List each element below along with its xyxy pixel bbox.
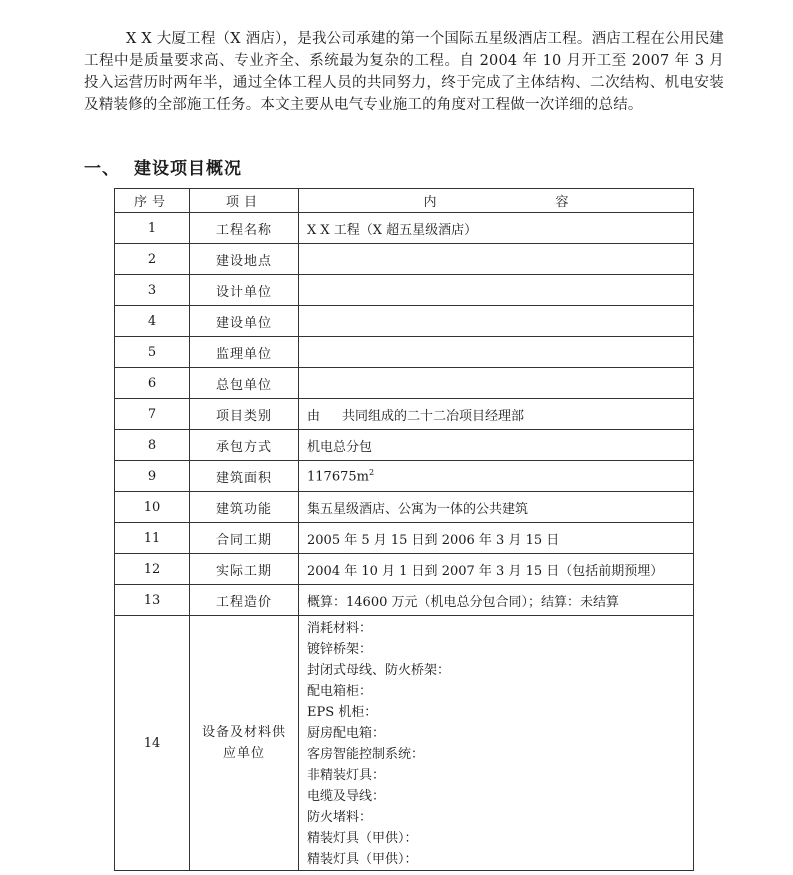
row-item: 承包方式 bbox=[190, 430, 299, 461]
table-row bbox=[115, 461, 694, 492]
row-number: 11 bbox=[115, 523, 190, 554]
value-prefix: 由 bbox=[307, 408, 321, 424]
row-item: 建筑面积 bbox=[190, 461, 299, 492]
row-number: 13 bbox=[115, 585, 190, 616]
row-value: X X 工程（X 超五星级酒店） bbox=[299, 213, 694, 244]
row-number: 1 bbox=[115, 213, 190, 244]
row-number: 12 bbox=[115, 554, 190, 585]
row-item-line: 应单位 bbox=[222, 746, 265, 761]
row-number: 5 bbox=[115, 337, 190, 368]
row-item: 实际工期 bbox=[190, 554, 299, 585]
table-row bbox=[115, 492, 694, 523]
row-value: 概算：14600 万元（机电总分包合同）；结算：未结算 bbox=[299, 585, 694, 616]
row-number: 14 bbox=[115, 616, 190, 871]
table-row bbox=[115, 213, 694, 244]
supplier-line: 消耗材料： bbox=[307, 621, 373, 636]
row-value: 2004 年 10 月 1 日到 2007 年 3 月 15 日（包括前期预埋） bbox=[299, 554, 694, 585]
area-value: 117675m bbox=[307, 469, 369, 485]
table-row bbox=[115, 585, 694, 616]
row-number: 8 bbox=[115, 430, 190, 461]
table-row bbox=[115, 337, 694, 368]
supplier-line: 客房智能控制系统： bbox=[307, 747, 425, 762]
supplier-line: 防火堵料： bbox=[307, 810, 373, 825]
row-item: 建筑功能 bbox=[190, 492, 299, 523]
area-unit-superscript: 2 bbox=[368, 467, 375, 477]
section-number: 一、 bbox=[84, 159, 120, 179]
table-row bbox=[115, 244, 694, 275]
row-value bbox=[299, 399, 694, 430]
table-row-suppliers bbox=[115, 616, 694, 871]
supplier-line: 配电箱柜： bbox=[307, 684, 373, 699]
row-value bbox=[299, 337, 694, 368]
table-row bbox=[115, 399, 694, 430]
table-row bbox=[115, 368, 694, 399]
section-heading bbox=[84, 154, 242, 179]
table-row bbox=[115, 523, 694, 554]
row-item: 合同工期 bbox=[190, 523, 299, 554]
supplier-line: 非精装灯具： bbox=[307, 768, 386, 783]
row-number: 6 bbox=[115, 368, 190, 399]
row-item bbox=[190, 616, 299, 871]
row-value: 机电总分包 bbox=[299, 430, 694, 461]
row-number: 4 bbox=[115, 306, 190, 337]
row-value: 集五星级酒店、公寓为一体的公共建筑 bbox=[299, 492, 694, 523]
value-suffix: 共同组成的二十二冶项目经理部 bbox=[342, 408, 525, 424]
supplier-list bbox=[299, 616, 694, 871]
table-row bbox=[115, 430, 694, 461]
intro-paragraph: X X 大厦工程（X 酒店），是我公司承建的第一个国际五星级酒店工程。酒店工程在公用民建工程中是质量要求高、专业齐全、系统最为复杂的工程。自 2004 年 10 月开工至 2007 年 3 月投入运营历时两年半，通过全体工程人员的共同努力，终于完成了主体结构、二次结构、机电安装及精装修的全部施工任务。本文主要从电气专业施工的角度对工程做一次详细的总结。 bbox=[84, 31, 724, 113]
supplier-line: 精装灯具（甲供）： bbox=[307, 852, 418, 867]
row-item-line: 设备及材料供 bbox=[201, 725, 286, 740]
row-value bbox=[299, 306, 694, 337]
supplier-line: 镀锌桥架： bbox=[307, 642, 373, 657]
row-value: 2005 年 5 月 15 日到 2006 年 3 月 15 日 bbox=[299, 523, 694, 554]
row-item: 项目类别 bbox=[190, 399, 299, 430]
supplier-line: EPS 机柜： bbox=[307, 705, 378, 720]
row-item: 建设地点 bbox=[190, 244, 299, 275]
table-row bbox=[115, 275, 694, 306]
supplier-line: 封闭式母线、防火桥架： bbox=[307, 663, 451, 678]
header-content-left: 内 bbox=[423, 195, 437, 210]
row-item: 设计单位 bbox=[190, 275, 299, 306]
table-row bbox=[115, 306, 694, 337]
row-item: 总包单位 bbox=[190, 368, 299, 399]
header-no: 序号 bbox=[115, 189, 190, 213]
row-value bbox=[299, 368, 694, 399]
row-value bbox=[299, 461, 694, 492]
section-title: 建设项目概况 bbox=[134, 159, 242, 179]
row-number: 10 bbox=[115, 492, 190, 523]
row-item: 监理单位 bbox=[190, 337, 299, 368]
row-number: 7 bbox=[115, 399, 190, 430]
project-overview-table bbox=[114, 188, 694, 871]
row-item: 建设单位 bbox=[190, 306, 299, 337]
supplier-line: 厨房配电箱： bbox=[307, 726, 386, 741]
row-item: 工程造价 bbox=[190, 585, 299, 616]
row-number: 2 bbox=[115, 244, 190, 275]
row-value bbox=[299, 275, 694, 306]
table-header-row bbox=[115, 189, 694, 213]
row-number: 3 bbox=[115, 275, 190, 306]
supplier-line: 精装灯具（甲供）： bbox=[307, 831, 418, 846]
table-row bbox=[115, 554, 694, 585]
row-item: 工程名称 bbox=[190, 213, 299, 244]
header-content bbox=[299, 189, 694, 213]
row-value bbox=[299, 244, 694, 275]
header-item: 项目 bbox=[190, 189, 299, 213]
header-content-right: 容 bbox=[555, 195, 569, 210]
row-number: 9 bbox=[115, 461, 190, 492]
supplier-line: 电缆及导线： bbox=[307, 789, 386, 804]
